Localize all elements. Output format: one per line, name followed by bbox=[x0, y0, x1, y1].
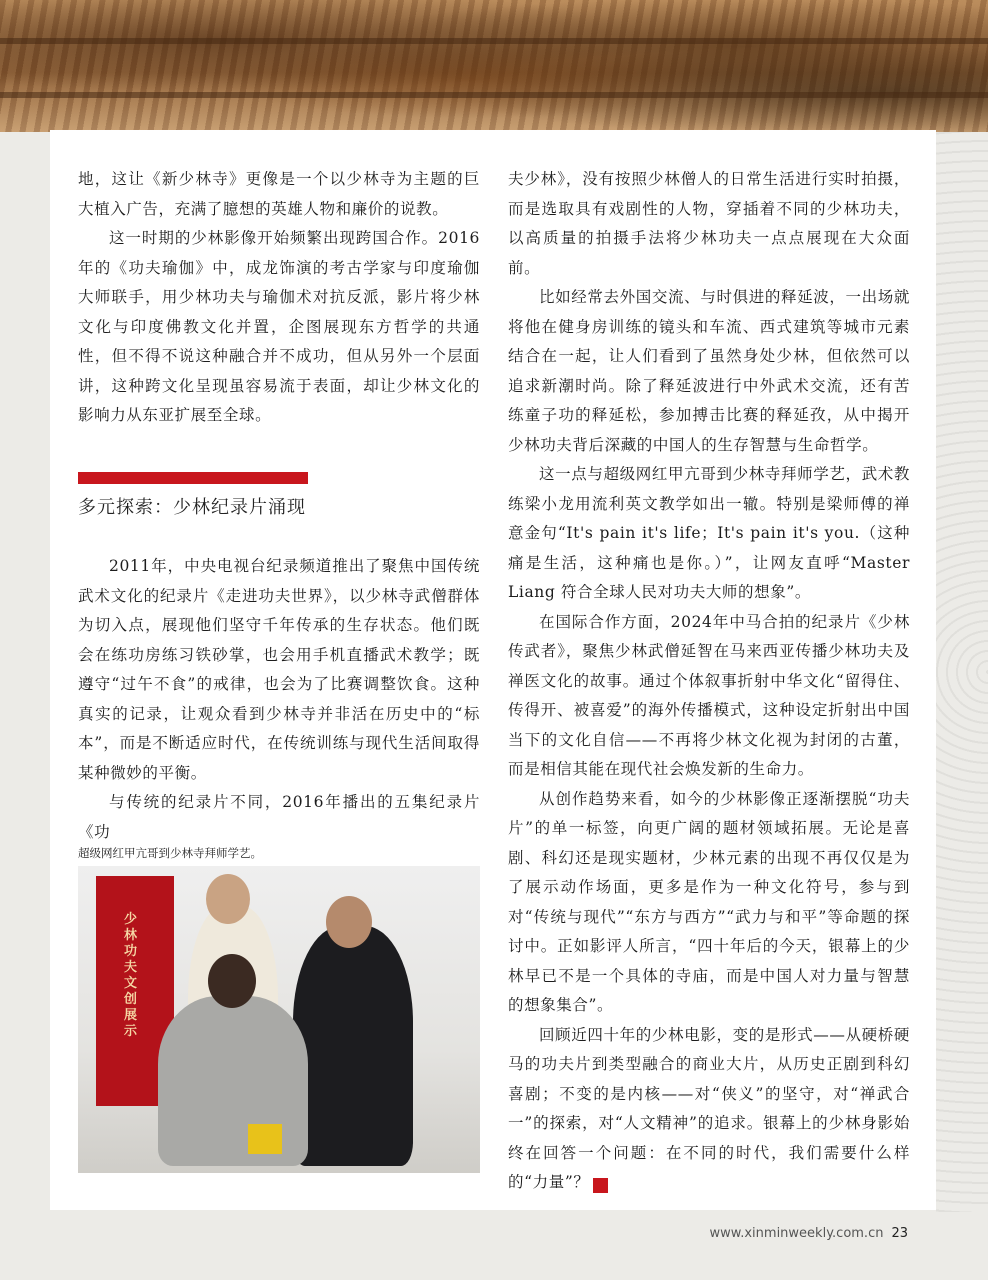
student-head bbox=[208, 954, 256, 1008]
end-mark-icon: 民 bbox=[593, 1178, 608, 1193]
exhibition-banner-text: 少林功夫文创展示 bbox=[124, 912, 138, 1039]
paragraph: 夫少林》，没有按照少林僧人的日常生活进行实时拍摄，而是选取具有戏剧性的人物，穿插着不同的少林功夫，以高质量的拍摄手法将少林功夫一点点展现在大众面前。 bbox=[508, 170, 910, 277]
paragraph: 比如经常去外国交流、与时俱进的释延波，一出场就将他在健身房训练的镜头和车流、西式建筑等城市元素结合在一起，让人们看到了虽然身处少林，但依然可以追求新潮时尚。除了释延波进行中外武术交流，还有苦练童子功的释延松，参加搏击比赛的释延孜，从中揭开少林功夫背后深藏的中国人的生存智慧与生命哲学。 bbox=[508, 288, 910, 454]
yellow-sash bbox=[248, 1124, 282, 1154]
paragraph: 2011年，中央电视台纪录频道推出了聚焦中国传统武术文化的纪录片《走进功夫世界》，以少林寺武僧群体为切入点，展现他们坚守千年传承的生存状态。他们既会在练功房练习铁砂掌，也会用手机直播武术教学；既遵守“过午不食”的戒律，也会为了比赛调整饮食。这种真实的记录，让观众看到少林寺并非活在历史中的“标本”，而是不断适应时代，在传统训练与现代生活间取得某种微妙的平衡。 bbox=[78, 557, 480, 782]
side-wave-pattern bbox=[936, 132, 988, 1212]
section-heading: 多元探索：少林纪录片涌现 bbox=[78, 497, 306, 518]
paragraph-text: 回顾近四十年的少林电影，变的是形式——从硬桥硬马的功夫片到类型融合的商业大片，从历史正剧到科幻喜剧；不变的是内核——对“侠义”的坚守，对“禅武合一”的探索，对“人文精神”的追求。银幕上的少林身影始终在回答一个问题：在不同的时代，我们需要什么样的“力量”？ bbox=[508, 1025, 910, 1191]
page-footer bbox=[710, 1226, 908, 1241]
paragraph: 这一时期的少林影像开始频繁出现跨国合作。2016年的《功夫瑜伽》中，成龙饰演的考古学家与印度瑜伽大师联手，用少林功夫与瑜伽术对抗反派，影片将少林文化与印度佛教文化并置，企图展现东方哲学的共通性，但不得不说这种融合并不成功，但从另外一个层面讲，这种跨文化呈现虽容易流于表面，却让少林文化的影响力从东亚扩展至全球。 bbox=[78, 229, 480, 424]
right-column bbox=[508, 165, 910, 1198]
section-accent-bar bbox=[78, 472, 308, 484]
paragraph bbox=[508, 1021, 910, 1198]
paragraph: 地，这让《新少林寺》更像是一个以少林寺为主题的巨大植入广告，充满了臆想的英雄人物和廉价的说教。 bbox=[78, 170, 480, 218]
paragraph: 在国际合作方面，2024年中马合拍的纪录片《少林传武者》，聚焦少林武僧延智在马来西亚传播少林功夫及禅医文化的故事。通过个体叙事折射中华文化“留得住、传得开、被喜爱”的海外传播模式，这种设定折射出中国当下的文化自信——不再将少林文化视为封闭的古董，而是相信其能在现代社会焕发新的生命力。 bbox=[508, 612, 910, 778]
left-column-bottom bbox=[78, 552, 480, 847]
footer-url[interactable]: www.xinminweekly.com.cn bbox=[709, 1226, 884, 1241]
mural-beam bbox=[0, 38, 988, 44]
monk-head bbox=[206, 874, 250, 924]
article-photo bbox=[78, 866, 480, 1173]
coach-figure bbox=[293, 926, 413, 1166]
coach-head bbox=[326, 896, 372, 948]
page-number: 23 bbox=[891, 1226, 908, 1241]
photo-caption: 超级网红甲亢哥到少林寺拜师学艺。 bbox=[78, 846, 262, 860]
paragraph: 与传统的纪录片不同，2016年播出的五集纪录片《功 bbox=[78, 793, 480, 841]
mural-beam bbox=[0, 92, 988, 98]
left-column-top bbox=[78, 165, 480, 431]
paragraph: 这一点与超级网红甲亢哥到少林寺拜师学艺，武术教练梁小龙用流利英文教学如出一辙。特别是梁师傅的禅意金句“It's pain it's life；It's pain it's you.（这种痛是生活，这种痛也是你。）”，让网友直呼“Master Liang 符合全球人民对功夫大师的想象”。 bbox=[508, 465, 910, 601]
header-mural-image bbox=[0, 0, 988, 132]
paragraph: 从创作趋势来看，如今的少林影像正逐渐摆脱“功夫片”的单一标签，向更广阔的题材领域拓展。无论是喜剧、科幻还是现实题材，少林元素的出现不再仅仅是为了展示动作场面，更多是作为一种文化符号，参与到对“传统与现代”“东方与西方”“武力与和平”等命题的探讨中。正如影评人所言，“四十年后的今天，银幕上的少林早已不是一个具体的寺庙，而是中国人对力量与智慧的想象集合”。 bbox=[508, 789, 910, 1014]
student-figure bbox=[158, 996, 308, 1166]
